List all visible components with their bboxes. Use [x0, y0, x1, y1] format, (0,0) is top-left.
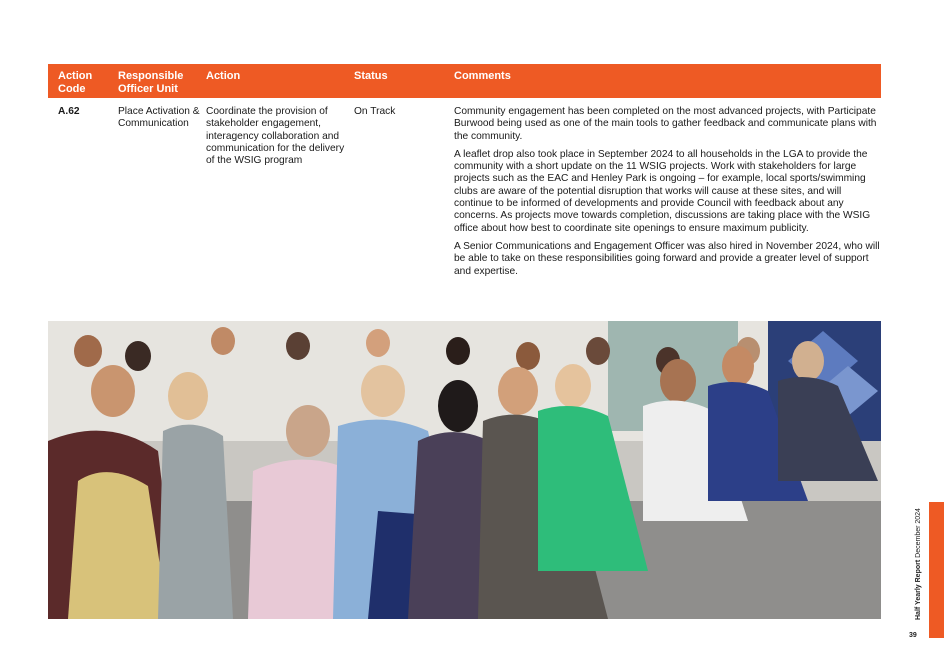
action-table [48, 64, 881, 333]
table-header [48, 64, 881, 98]
report-footer-label [914, 500, 924, 620]
page-side-tab [929, 502, 944, 638]
row-status: On Track [354, 106, 396, 117]
header-action-code: Action Code [58, 70, 93, 95]
header-responsible-unit: Responsible Officer Unit [118, 70, 184, 95]
comment-paragraph: A Senior Communications and Engagement Officer was also hired in November 2024, who will be able to take on these responsibilities going forward and provide a greater level of support and expertise. [454, 240, 880, 277]
row-responsible-unit: Place Activation & Communication [118, 106, 200, 130]
page-number: 39 [909, 632, 917, 639]
header-comments: Comments [454, 70, 511, 82]
row-action: Coordinate the provision of stakeholder engagement, interagency collaboration and communication for the delivery of the WSIG program [206, 106, 345, 167]
header-status: Status [354, 70, 388, 82]
row-action-code: A.62 [58, 106, 80, 117]
comment-paragraph: Community engagement has been completed on the most advanced projects, with Participate Burwood being used as one of the main tools to gather feedback and communicate plans with the community. [454, 106, 877, 142]
header-action: Action [206, 70, 241, 82]
comment-paragraph: A leaflet drop also took place in September 2024 to all households in the LGA to provide the community with a short update on the 11 WSIG projects. Work with stakeholders for large projects such as the EAC and Henley Park is ongoing – for example, local sports/swimming clubs are aware of the potential disruption that works will cause at these sites, and will continue to be informed of developments and provide Council with feedback about any concerns. As projects move towards completion, discussions are taking place with the WSIG office about how best to coordinate site openings to ensure maximum publicity. [454, 148, 871, 234]
report-period: December 2024 [915, 508, 922, 558]
table-row [48, 98, 881, 333]
audience-photo [48, 321, 881, 619]
report-title: Half Yearly Report [915, 559, 922, 620]
row-comments [454, 106, 881, 284]
